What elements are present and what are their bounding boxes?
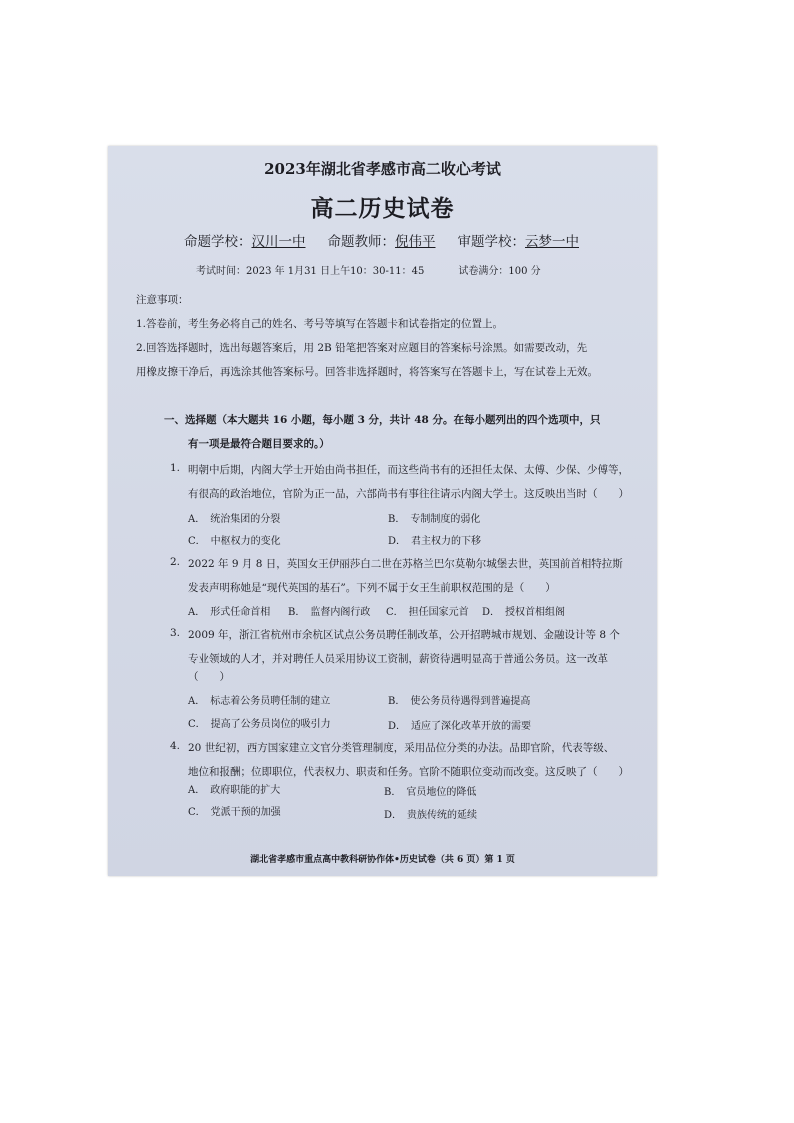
question-1-option-c: C． 中枢权力的变化: [188, 536, 281, 547]
question-2-option-a: A． 形式任命首相: [188, 607, 271, 618]
teacher-name: 倪伟平: [395, 234, 436, 250]
question-4-line-1: 20 世纪初，西方国家建立文官分类管理制度，采用品位分类的办法。品即官阶，代表等级、: [188, 742, 615, 754]
question-3-option-a: A． 标志着公务员聘任制的建立: [188, 696, 331, 707]
question-4-option-d: D． 贵族传统的延续: [384, 810, 478, 821]
question-3-number: 3.: [170, 627, 181, 639]
question-3-line-1: 2009 年，浙江省杭州市余杭区试点公务员聘任制改革，公开招聘城市规划、金融设计等 8 个: [188, 629, 620, 641]
question-4-option-a: A． 政府职能的扩大: [188, 785, 281, 796]
question-2-option-d: D． 授权首相组阁: [482, 607, 566, 618]
section-heading-line-1: 一、选择题（本大题共 16 小题，每小题 3 分，共计 48 分。在每小题列出的四个选项中，只: [164, 414, 601, 426]
notes-item-2-line-1: 2.回答选择题时，选出每题答案后，用 2B 铅笔把答案对应题目的答案标号涂黑。如需要改动，先: [136, 342, 588, 354]
notes-item-2-line-2: 用橡皮擦干净后，再选涂其他答案标号。回答非选择题时，将答案写在答题卡上，写在试卷上无效。: [136, 366, 598, 378]
question-3-option-b: B． 使公务员待遇得到普遍提高: [388, 696, 531, 707]
question-3-option-d: D． 适应了深化改革开放的需要: [388, 721, 532, 732]
exam-paper-sheet: [108, 146, 657, 876]
question-2-line-2: 发表声明称她是“现代英国的基石”。下列不属于女王生前职权范围的是（ ）: [188, 582, 556, 594]
question-1-option-d: D． 君主权力的下移: [388, 536, 482, 547]
notes-item-1: 1.答卷前，考生务必将自己的姓名、考号等填写在答题卡和试卷指定的位置上。: [136, 318, 504, 330]
question-1-option-b: B． 专制制度的弱化: [388, 514, 481, 525]
question-4-line-2: 地位和报酬；位即职位，代表权力、职责和任务。官阶不随职位变动而改变。这反映了（ ）: [188, 766, 629, 778]
question-2-option-c: C． 担任国家元首: [386, 607, 469, 618]
question-3-option-c: C． 提高了公务员岗位的吸引力: [188, 719, 331, 730]
school-name: 汉川一中: [251, 234, 306, 250]
question-2-line-1: 2022 年 9 月 8 日，英国女王伊丽莎白二世在苏格兰巴尔莫勒尔城堡去世，英国前首相特拉斯: [188, 558, 623, 570]
full-score: 试卷满分：100 分: [458, 266, 541, 277]
question-3-line-2: 专业领域的人才，并对聘任人员采用协议工资制，薪资待遇明显高于普通公务员。这一改革: [188, 653, 608, 665]
exam-title: 2023年湖北省孝感市高二收心考试: [264, 160, 501, 178]
question-4-option-c: C． 党派干预的加强: [188, 807, 281, 818]
school-label: 命题学校：: [184, 234, 252, 250]
exam-time-line: [196, 262, 541, 277]
teacher-label: 命题教师：: [327, 234, 395, 250]
section-heading-line-2: 有一项是最符合题目要求的。）: [188, 438, 330, 450]
review-label: 审题学校：: [457, 234, 525, 250]
author-line: [184, 230, 579, 250]
page-footer: 湖北省孝感市重点高中教科研协作体•历史试卷（共 6 页）第 1 页: [250, 855, 515, 865]
question-1-line-1: 明朝中后期，内阁大学士开始由尚书担任，而这些尚书有的还担任太保、太傅、少保、少傅等，: [188, 464, 629, 476]
exam-time: 考试时间：2023 年 1月31 日上午10：30-11：45: [196, 266, 425, 277]
question-4-number: 4.: [170, 740, 181, 752]
notes-heading: 注意事项：: [136, 294, 189, 306]
paper-subject-title: 高二历史试卷: [310, 195, 455, 222]
question-2-option-b: B． 监督内阁行政: [288, 607, 371, 618]
question-1-option-a: A． 统治集团的分裂: [188, 514, 281, 525]
question-2-number: 2.: [170, 556, 181, 568]
question-1-number: 1.: [170, 462, 181, 474]
question-1-line-2: 有很高的政治地位，官阶为正一品，六部尚书有事往往请示内阁大学士。这反映出当时（ ）: [188, 488, 629, 500]
review-school-name: 云梦一中: [525, 234, 579, 250]
question-3-line-3: （ ）: [188, 671, 230, 683]
question-4-option-b: B． 官员地位的降低: [384, 787, 477, 798]
